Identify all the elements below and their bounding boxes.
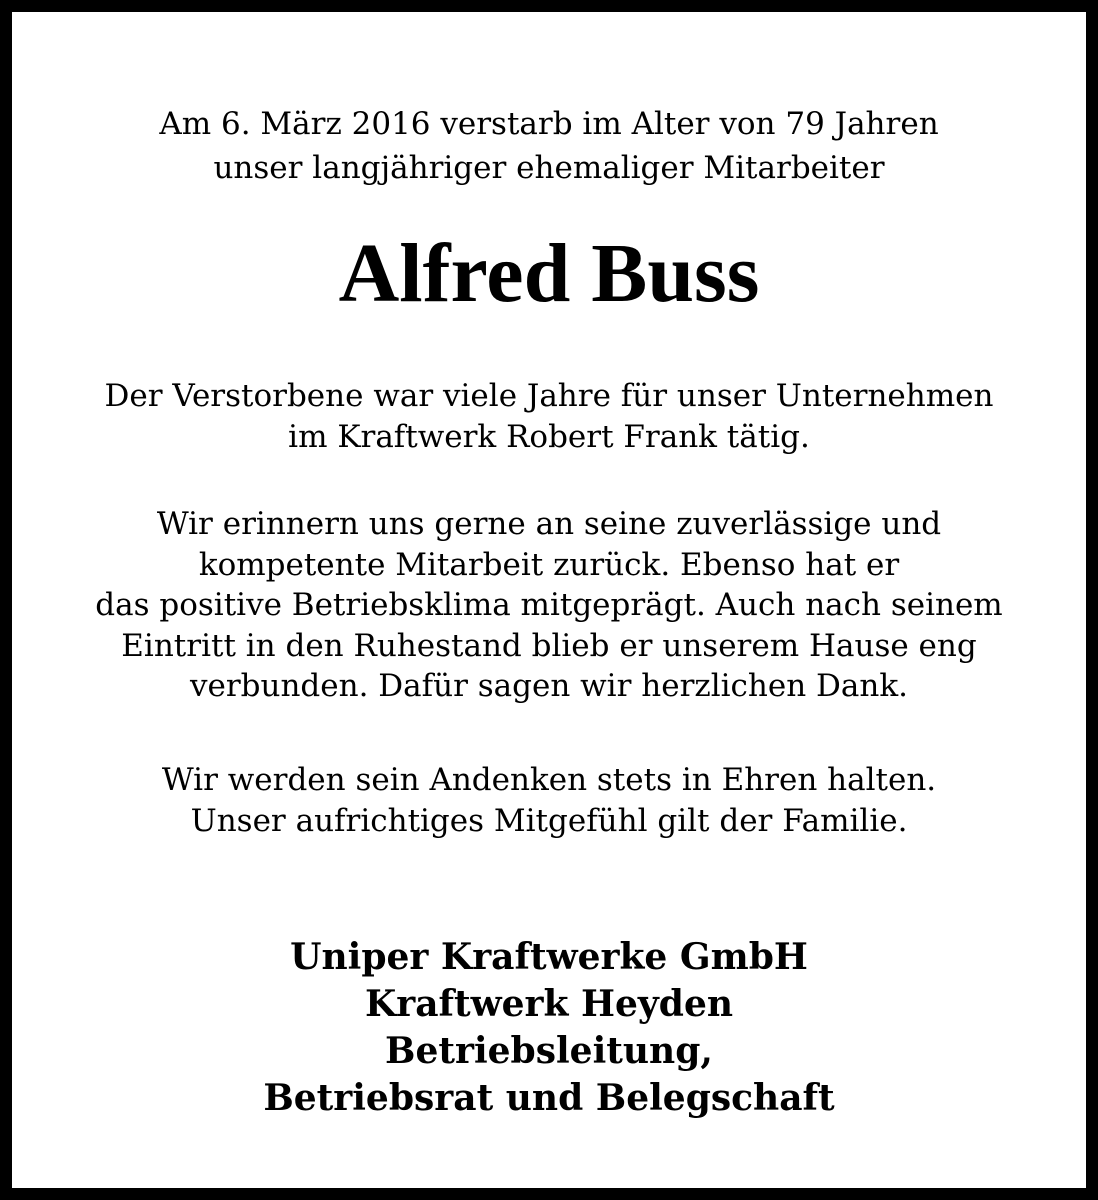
paragraph-employment <box>12 376 1086 457</box>
paragraph-remembrance <box>12 504 1086 707</box>
text-line: Der Verstorbene war viele Jahre für unser Unternehmen <box>104 378 994 414</box>
text-line: Unser aufrichtiges Mitgefühl gilt der Familie. <box>190 802 908 839</box>
signature-line: Kraftwerk Heyden <box>364 983 734 1025</box>
text-line: kompetente Mitarbeit zurück. Ebenso hat er <box>198 546 900 583</box>
text-line: Wir werden sein Andenken stets in Ehren halten. <box>161 762 937 798</box>
text-line: das positive Betriebsklima mitgeprägt. Auch nach seinem <box>95 587 1003 623</box>
text-line: Wir erinnern uns gerne an seine zuverlässige und <box>156 506 942 542</box>
text-line: Eintritt in den Ruhestand blieb er unserem Hause eng <box>121 627 977 664</box>
paragraph-condolence <box>12 760 1086 841</box>
deceased-name: Alfred Buss <box>338 227 760 320</box>
signature-line: Betriebsleitung, <box>385 1030 713 1072</box>
intro-text <box>12 102 1086 190</box>
signature-line: Betriebsrat und Belegschaft <box>263 1077 835 1119</box>
signature-line: Uniper Kraftwerke GmbH <box>290 936 808 978</box>
intro-line: Am 6. März 2016 verstarb im Alter von 79 Jahren <box>159 106 939 142</box>
text-line: im Kraftwerk Robert Frank tätig. <box>288 418 810 455</box>
intro-line: unser langjähriger ehemaliger Mitarbeiter <box>213 150 885 186</box>
signature-block <box>12 934 1086 1122</box>
text-line: verbunden. Dafür sagen wir herzlichen Dank. <box>189 668 908 704</box>
